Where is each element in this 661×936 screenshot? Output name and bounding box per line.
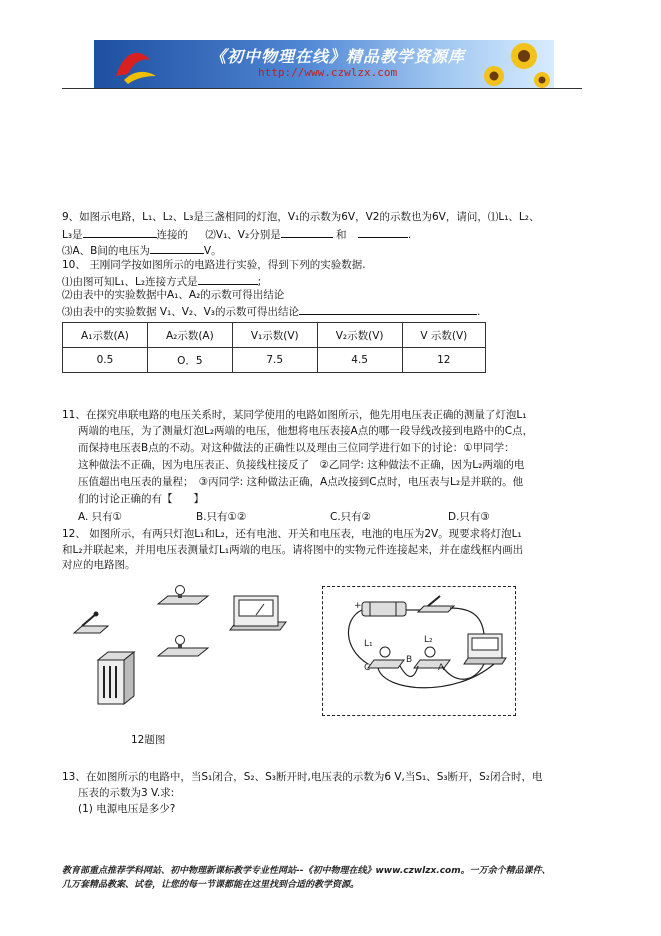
answer-blank	[358, 226, 408, 238]
q10-line1: 10、 王刚同学按如图所示的电路进行实验，得到下列的实验数据.	[62, 259, 366, 271]
answer-blank	[198, 273, 258, 285]
table-cell: 7.5	[232, 348, 317, 373]
label-l2: L₂	[424, 635, 433, 645]
switch-icon	[418, 596, 454, 612]
banner-url[interactable]: http://www.czwlzx.com	[258, 66, 398, 79]
q11-option-a[interactable]: A. 只有①	[78, 511, 123, 523]
q12-line1: 12、 如图所示，有两只灯泡L₁和L₂，还有电池、开关和电压表，电池的电压为2V。现要求将灯泡L₁	[62, 528, 522, 540]
table-cell: 0.5	[63, 348, 148, 373]
table-header-cell: V₁示数(V)	[232, 323, 317, 348]
q11-line5: 压值超出电压表的量程； ③丙同学: 这种做法正确，A点改接到C点时，电压表与L₂是并联的。他	[78, 476, 524, 488]
voltmeter-icon	[230, 596, 286, 630]
label-l1: L₁	[364, 639, 373, 649]
data-table	[62, 322, 486, 373]
table-header-cell: A₁示数(A)	[63, 323, 148, 348]
q9-line2: L₃是 连接的 ⑵V₁、V₂分别是 和 .	[62, 226, 411, 242]
q10-line2: ⑴由图可知L₁、L₂连接方式是 ;	[62, 273, 261, 289]
svg-text:+: +	[354, 601, 362, 611]
q13-line2: 压表的示数为3 V.求:	[78, 787, 175, 799]
q12-line2: 和L₂并联起来，并用电压表测量灯L₁两端的电压。请将图中的实物元件连接起来，并在虚线框内画出	[62, 544, 524, 556]
label-a: A	[438, 663, 445, 673]
table-header-cell: A₂示数(A)	[147, 323, 232, 348]
table-cell: 4.5	[317, 348, 402, 373]
answer-blank	[281, 226, 333, 238]
bulb-l1-icon	[158, 586, 208, 605]
q11-line3: 而保持电压表B点的不动。对这种做法的正确性以及理由三位同学进行如下的讨论：①甲同学：	[78, 442, 515, 454]
q11-line6: 们的讨论正确的有【 】	[78, 493, 204, 505]
footer-line2: 几万套精品教案、试卷，让您的每一节课都能在这里找到合适的教学资源。	[62, 880, 360, 890]
circuit-figure	[324, 588, 512, 712]
q12-caption: 12题图	[131, 734, 166, 746]
footer-line1: 教育部重点推荐学科网站、初中物理新课标教学专业性网站--《初中物理在线》www.czwlzx.com。一万余个精品课件、	[62, 866, 551, 876]
q13-line1: 13、在如图所示的电路中，当S₁闭合，S₂、S₃断开时,电压表的示数为6 V,当S₁、S₃断开，S₂闭合时，电	[62, 771, 543, 783]
q9-line1: 9、如图示电路，L₁、L₂、L₃是三盏相同的灯泡，V₁的示数为6V，V2的示数也为6V，请问，⑴L₁、L₂、	[62, 211, 540, 223]
q10-line4: ⑶由表中的实验数据 V₁、V₂、V₃的示数可得出结论 .	[62, 303, 480, 319]
label-b: B	[406, 655, 413, 665]
answer-blank	[83, 226, 157, 238]
answer-blank	[299, 303, 477, 315]
bulb-l2-icon	[414, 647, 450, 668]
q11-line1: 11、在探究串联电路的电压关系时，某同学使用的电路如图所示，他先用电压表正确的测量了灯泡L₁	[62, 409, 527, 421]
table-header-cell: V₂示数(V)	[317, 323, 402, 348]
q11-line4: 这种做法不正确，因为电压表正、负接线柱接反了 ②乙同学: 这种做法不正确，因为L₂两端的电	[78, 459, 525, 471]
table-cell: 12	[402, 348, 485, 373]
q11-option-d[interactable]: D.只有③	[448, 511, 490, 523]
q10-line3: ⑵由表中的实验数据中A₁、A₂的示数可得出结论	[62, 289, 285, 301]
q11-option-c[interactable]: C.只有②	[330, 511, 372, 523]
components-figure	[68, 578, 298, 708]
battery-icon	[98, 652, 134, 704]
q13-line3: (1) 电源电压是多少?	[78, 803, 176, 815]
voltmeter-icon	[464, 634, 506, 664]
switch-icon	[74, 612, 108, 634]
q9-line3: ⑶A、B间的电压为 V。	[62, 242, 222, 258]
bulb-l1-icon	[368, 647, 404, 668]
q12-line3: 对应的电路图。	[62, 559, 136, 571]
label-c: C	[364, 663, 371, 673]
table-header-row	[63, 323, 486, 348]
table-header-cell: V 示数(V)	[402, 323, 485, 348]
banner-title: 《初中物理在线》精品教学资源库	[210, 47, 466, 66]
table-cell: O．5	[147, 348, 232, 373]
answer-blank	[150, 242, 204, 254]
header-divider	[62, 88, 582, 89]
battery-icon	[354, 601, 406, 616]
table-row	[63, 348, 486, 373]
bulb-l2-icon	[158, 636, 208, 657]
q11-option-b[interactable]: B.只有①②	[196, 511, 247, 523]
q11-line2: 两端的电压，为了测量灯泡L₂两端的电压，他想将电压表接A点的哪一段导线改接到电路中的C点，	[78, 425, 534, 437]
